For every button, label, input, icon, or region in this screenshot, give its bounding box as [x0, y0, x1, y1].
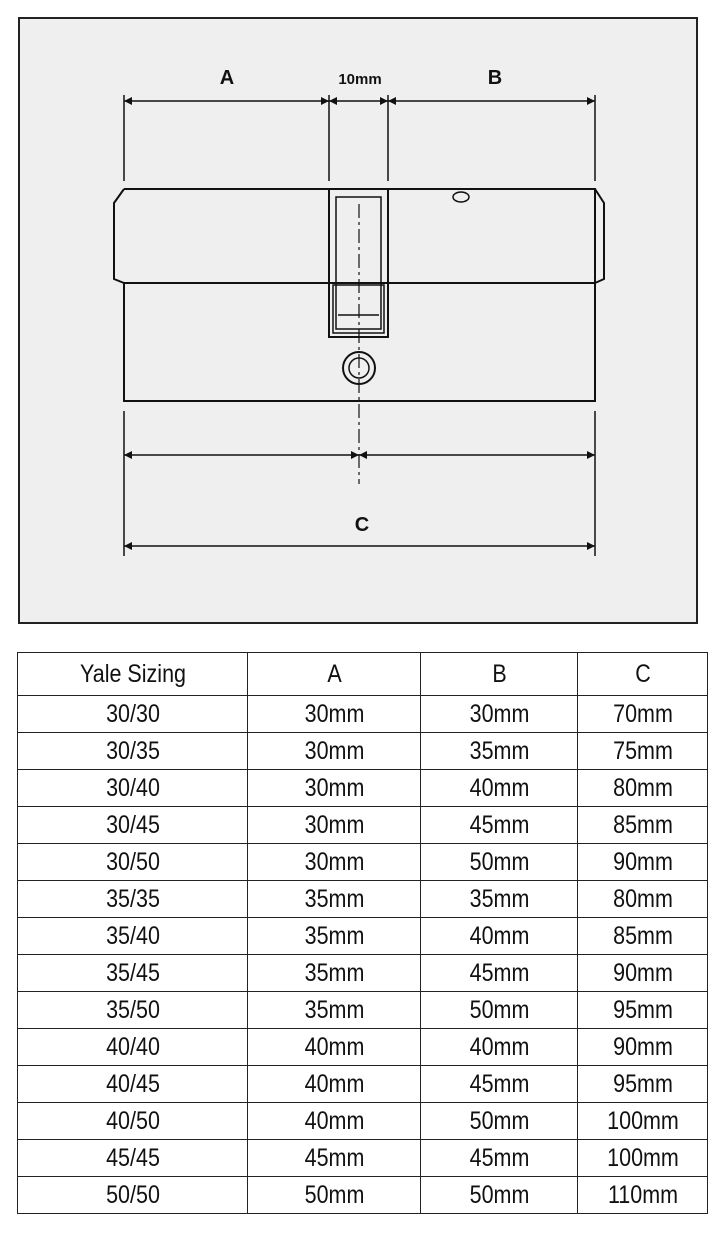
cell-b: 30mm: [431, 696, 566, 733]
cell-c: 85mm: [587, 807, 699, 844]
cell-a: 40mm: [260, 1066, 409, 1103]
cell-a: 35mm: [260, 992, 409, 1029]
cell-a: 50mm: [260, 1177, 409, 1214]
table-row: [18, 955, 708, 992]
cell-a: 35mm: [260, 918, 409, 955]
cell-c: 90mm: [587, 955, 699, 992]
cell-b: 50mm: [431, 992, 566, 1029]
table-body: [18, 696, 708, 1214]
cell-yale-sizing: 40/50: [34, 1103, 232, 1140]
cell-b: 50mm: [431, 1177, 566, 1214]
cell-yale-sizing: 35/35: [34, 881, 232, 918]
cylinder-right-top: [388, 189, 595, 283]
cell-yale-sizing: 35/45: [34, 955, 232, 992]
cell-yale-sizing: 30/50: [34, 844, 232, 881]
cell-b: 45mm: [431, 807, 566, 844]
dimension-label-gap: 10mm: [338, 71, 382, 88]
cylinder-diagram: [18, 17, 698, 624]
table-row: [18, 733, 708, 770]
cell-c: 90mm: [587, 844, 699, 881]
cell-a: 40mm: [260, 1029, 409, 1066]
table-row: [18, 918, 708, 955]
cell-b: 40mm: [431, 918, 566, 955]
cell-c: 75mm: [587, 733, 699, 770]
cell-a: 35mm: [260, 955, 409, 992]
cell-a: 30mm: [260, 770, 409, 807]
table-row: [18, 1177, 708, 1214]
cell-c: 90mm: [587, 1029, 699, 1066]
cell-a: 45mm: [260, 1140, 409, 1177]
table-row: [18, 1029, 708, 1066]
dimension-label-b: B: [487, 67, 503, 89]
cylinder-left-top: [124, 189, 329, 283]
cell-c: 70mm: [587, 696, 699, 733]
cell-c: 95mm: [587, 1066, 699, 1103]
cell-c: 85mm: [587, 918, 699, 955]
cell-c: 80mm: [587, 770, 699, 807]
oval-hole: [453, 192, 469, 202]
cell-b: 35mm: [431, 733, 566, 770]
header-a: A: [260, 653, 409, 696]
left-end-cap: [114, 189, 124, 283]
cell-c: 80mm: [587, 881, 699, 918]
cell-a: 30mm: [260, 696, 409, 733]
header-yale-sizing: Yale Sizing: [34, 653, 232, 696]
cell-yale-sizing: 45/45: [34, 1140, 232, 1177]
table-row: [18, 844, 708, 881]
cell-a: 40mm: [260, 1103, 409, 1140]
dimension-label-a: A: [219, 67, 235, 89]
cell-yale-sizing: 30/40: [34, 770, 232, 807]
right-end-cap: [595, 189, 604, 283]
table-row: [18, 1103, 708, 1140]
cell-c: 95mm: [587, 992, 699, 1029]
cell-b: 40mm: [431, 770, 566, 807]
header-b: B: [431, 653, 566, 696]
table-row: [18, 992, 708, 1029]
table-header-row: [18, 653, 708, 696]
cell-yale-sizing: 40/40: [34, 1029, 232, 1066]
table-row: [18, 770, 708, 807]
cell-b: 35mm: [431, 881, 566, 918]
cell-b: 50mm: [431, 844, 566, 881]
cell-b: 40mm: [431, 1029, 566, 1066]
table-row: [18, 881, 708, 918]
cell-c: 100mm: [587, 1103, 699, 1140]
sizing-table: [17, 652, 708, 1214]
table-row: [18, 1066, 708, 1103]
cell-a: 30mm: [260, 844, 409, 881]
cell-a: 30mm: [260, 807, 409, 844]
cell-yale-sizing: 30/30: [34, 696, 232, 733]
cell-yale-sizing: 30/35: [34, 733, 232, 770]
cell-c: 110mm: [587, 1177, 699, 1214]
cell-yale-sizing: 50/50: [34, 1177, 232, 1214]
cell-yale-sizing: 40/45: [34, 1066, 232, 1103]
cell-b: 45mm: [431, 1066, 566, 1103]
cell-yale-sizing: 30/45: [34, 807, 232, 844]
table-row: [18, 1140, 708, 1177]
table-row: [18, 696, 708, 733]
cell-a: 30mm: [260, 733, 409, 770]
cell-b: 50mm: [431, 1103, 566, 1140]
cell-a: 35mm: [260, 881, 409, 918]
header-c: C: [587, 653, 699, 696]
dimension-label-c: C: [354, 514, 370, 536]
cell-b: 45mm: [431, 955, 566, 992]
cell-yale-sizing: 35/50: [34, 992, 232, 1029]
table-row: [18, 807, 708, 844]
cell-b: 45mm: [431, 1140, 566, 1177]
cell-yale-sizing: 35/40: [34, 918, 232, 955]
cell-c: 100mm: [587, 1140, 699, 1177]
